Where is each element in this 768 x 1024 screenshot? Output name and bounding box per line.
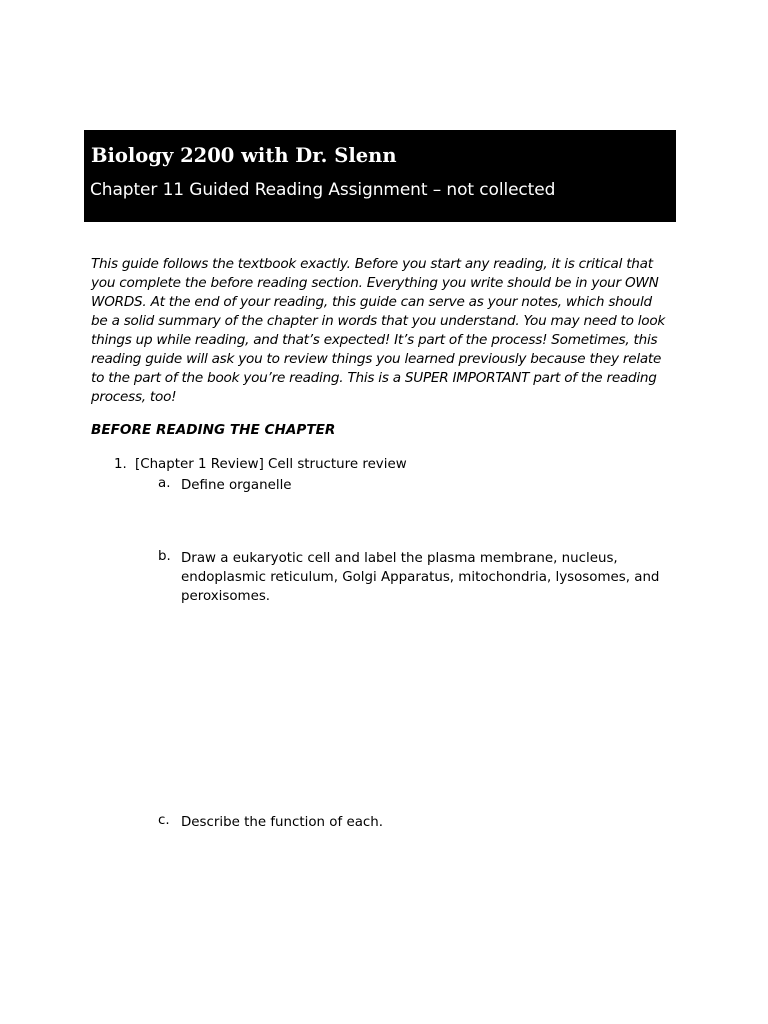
subquestion-a-line: Define organelle — [181, 478, 292, 493]
intro-line: WORDS. At the end of your reading, this guide can serve as your notes, which should — [91, 294, 652, 310]
intro-line: This guide follows the textbook exactly. Before you start any reading, it is critical that — [91, 256, 653, 272]
question-text: [Chapter 1 Review] Cell structure review — [135, 457, 407, 472]
subquestion-a-letter: a. — [158, 476, 171, 491]
document-title: Biology 2200 with Dr. Slenn — [91, 144, 397, 167]
subquestion-c-text — [181, 813, 671, 832]
subquestion-a-text — [181, 476, 671, 495]
subquestion-b-line: Draw a eukaryotic cell and label the plasma membrane, nucleus, — [181, 551, 618, 566]
question-number: 1. — [114, 457, 127, 472]
subquestion-b-line: endoplasmic reticulum, Golgi Apparatus, mitochondria, lysosomes, and — [181, 570, 660, 585]
subquestion-c-line: Describe the function of each. — [181, 815, 384, 830]
subquestion-c-letter: c. — [158, 813, 170, 828]
intro-line: process, too! — [91, 389, 177, 405]
intro-line: to the part of the book you’re reading. This is a SUPER IMPORTANT part of the reading — [91, 370, 657, 386]
document-subtitle: Chapter 11 Guided Reading Assignment – not collected — [90, 180, 556, 200]
header-banner — [84, 130, 676, 222]
intro-line: reading guide will ask you to review things you learned previously because they relate — [91, 351, 662, 367]
intro-line: things up while reading, and that’s expected! It’s part of the process! Sometimes, this — [91, 332, 658, 348]
intro-paragraph — [91, 255, 691, 407]
section-heading: BEFORE READING THE CHAPTER — [91, 422, 336, 438]
subquestion-b-line: peroxisomes. — [181, 589, 271, 604]
subquestion-b-letter: b. — [158, 549, 171, 564]
subquestion-b-text — [181, 549, 671, 606]
intro-line: you complete the before reading section. Everything you write should be in your OWN — [91, 275, 659, 291]
intro-line: be a solid summary of the chapter in words that you understand. You may need to look — [91, 313, 666, 329]
